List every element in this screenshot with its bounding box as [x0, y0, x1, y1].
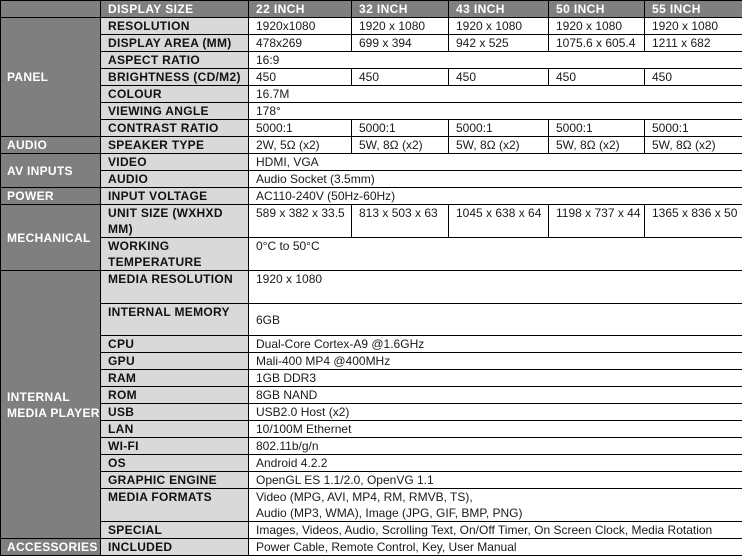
cell-value: 5000:1: [249, 120, 352, 137]
cell-value: 5000:1: [352, 120, 449, 137]
attr-included: INCLUDED: [101, 539, 249, 556]
table-row: [1, 103, 742, 120]
table-row: [1, 120, 742, 137]
cell-value: 2W, 5Ω (x2): [249, 137, 352, 154]
size-22: 22 INCH: [249, 1, 352, 18]
attr-internal-memory: INTERNAL MEMORY: [101, 304, 249, 336]
cell-value: 5000:1: [549, 120, 645, 137]
attr-working-temperature: WORKING TEMPERATURE: [101, 238, 249, 271]
cell-value: HDMI, VGA: [249, 154, 742, 171]
attr-rom: ROM: [101, 387, 249, 404]
cell-value: 16.7M: [249, 86, 742, 103]
cell-value: Dual-Core Cortex-A9 @1.6GHz: [249, 336, 742, 353]
cell-value: 589 x 382 x 33.5: [249, 205, 352, 238]
cell-value: 6GB: [249, 304, 742, 336]
cell-value: Audio Socket (3.5mm): [249, 171, 742, 188]
category-av-inputs: AV INPUTS: [1, 154, 101, 188]
attr-gpu: GPU: [101, 353, 249, 370]
cell-value: OpenGL ES 1.1/2.0, OpenVG 1.1: [249, 472, 742, 489]
cell-value: 699 x 394: [352, 35, 449, 52]
table-row: [1, 205, 742, 238]
cell-value: AC110-240V (50Hz-60Hz): [249, 188, 742, 205]
cell-value: 1920 x 1080: [449, 18, 549, 35]
attr-media-resolution: MEDIA RESOLUTION: [101, 271, 249, 304]
attr-audio-input: AUDIO: [101, 171, 249, 188]
media-formats-line-1: Video (MPG, AVI, MP4, RM, RMVB, TS),: [256, 489, 742, 505]
cell-value: Images, Videos, Audio, Scrolling Text, On/Off Timer, On Screen Clock, Media Rotation: [249, 522, 742, 539]
category-panel: PANEL: [1, 18, 101, 137]
table-row: [1, 472, 742, 489]
cell-value: 1365 x 836 x 50: [645, 205, 742, 238]
cell-value: Android 4.2.2: [249, 455, 742, 472]
cell-value: 813 x 503 x 63: [352, 205, 449, 238]
attr-contrast-ratio: CONTRAST RATIO: [101, 120, 249, 137]
table-row: [1, 188, 742, 205]
header-corner: [1, 1, 101, 18]
size-55: 55 INCH: [645, 1, 742, 18]
cell-value: 1GB DDR3: [249, 370, 742, 387]
attr-speaker-type: SPEAKER TYPE: [101, 137, 249, 154]
attr-usb: USB: [101, 404, 249, 421]
cell-value: 450: [449, 69, 549, 86]
cell-value: 1920 x 1080: [352, 18, 449, 35]
cell-value: 1920 x 1080: [249, 271, 742, 304]
cell-value: 16:9: [249, 52, 742, 69]
attr-os: OS: [101, 455, 249, 472]
cell-value: 478x269: [249, 35, 352, 52]
cell-value: 1920x1080: [249, 18, 352, 35]
category-mechanical: MECHANICAL: [1, 205, 101, 271]
cell-value: USB2.0 Host (x2): [249, 404, 742, 421]
cell-value: 5W, 8Ω (x2): [645, 137, 742, 154]
attr-cpu: CPU: [101, 336, 249, 353]
cell-value: 1920 x 1080: [549, 18, 645, 35]
table-row: [1, 336, 742, 353]
size-32: 32 INCH: [352, 1, 449, 18]
table-row: [1, 137, 742, 154]
table-row: [1, 353, 742, 370]
attr-wifi: WI-FI: [101, 438, 249, 455]
cell-value: 450: [549, 69, 645, 86]
cell-value: [249, 489, 742, 522]
cell-value: 450: [249, 69, 352, 86]
cell-value: 802.11b/g/n: [249, 438, 742, 455]
attr-lan: LAN: [101, 421, 249, 438]
header-row: [1, 1, 742, 18]
cell-value: 1198 x 737 x 44: [549, 205, 645, 238]
category-internal-media-player: INTERNAL MEDIA PLAYER: [1, 271, 101, 539]
cell-value: 10/100M Ethernet: [249, 421, 742, 438]
table-row: [1, 438, 742, 455]
attr-special: SPECIAL: [101, 522, 249, 539]
table-row: [1, 489, 742, 522]
cell-value: 5W, 8Ω (x2): [449, 137, 549, 154]
attr-ram: RAM: [101, 370, 249, 387]
cell-value: 450: [645, 69, 742, 86]
table-row: [1, 387, 742, 404]
attr-graphic-engine: GRAPHIC ENGINE: [101, 472, 249, 489]
cell-value: Power Cable, Remote Control, Key, User Manual: [249, 539, 742, 556]
cell-value: 450: [352, 69, 449, 86]
table-row: [1, 271, 742, 304]
attr-input-voltage: INPUT VOLTAGE: [101, 188, 249, 205]
table-row: [1, 52, 742, 69]
category-audio: AUDIO: [1, 137, 101, 154]
cell-value: 178°: [249, 103, 742, 120]
display-size-label: DISPLAY SIZE: [101, 1, 249, 18]
attr-colour: COLOUR: [101, 86, 249, 103]
table-row: [1, 18, 742, 35]
table-row: [1, 304, 742, 336]
attr-aspect-ratio: ASPECT RATIO: [101, 52, 249, 69]
cell-value: 0°C to 50°C: [249, 238, 742, 271]
table-row: [1, 238, 742, 271]
table-row: [1, 522, 742, 539]
attr-resolution: RESOLUTION: [101, 18, 249, 35]
size-43: 43 INCH: [449, 1, 549, 18]
category-accessories: ACCESSORIES: [1, 539, 101, 556]
attr-brightness: BRIGHTNESS (CD/M2): [101, 69, 249, 86]
cell-value: 5000:1: [645, 120, 742, 137]
table-row: [1, 404, 742, 421]
table-row: [1, 455, 742, 472]
cell-value: 8GB NAND: [249, 387, 742, 404]
table-row: [1, 35, 742, 52]
media-formats-line-2: Audio (MP3, WMA), Image (JPG, GIF, BMP, PNG): [256, 505, 742, 521]
attr-video: VIDEO: [101, 154, 249, 171]
cell-value: 1075.6 x 605.4: [549, 35, 645, 52]
cell-value: Mali-400 MP4 @400MHz: [249, 353, 742, 370]
cell-value: 1045 x 638 x 64: [449, 205, 549, 238]
cell-value: 942 x 525: [449, 35, 549, 52]
table-row: [1, 69, 742, 86]
size-50: 50 INCH: [549, 1, 645, 18]
table-row: [1, 86, 742, 103]
table-row: [1, 171, 742, 188]
cell-value: 5000:1: [449, 120, 549, 137]
table-row: [1, 421, 742, 438]
table-row: [1, 539, 742, 556]
attr-unit-size: UNIT SIZE (WXHXD MM): [101, 205, 249, 238]
category-power: POWER: [1, 188, 101, 205]
table-row: [1, 154, 742, 171]
cell-value: 1920 x 1080: [645, 18, 742, 35]
attr-viewing-angle: VIEWING ANGLE: [101, 103, 249, 120]
cell-value: 1211 x 682: [645, 35, 742, 52]
cell-value: 5W, 8Ω (x2): [352, 137, 449, 154]
table-row: [1, 370, 742, 387]
attr-display-area: DISPLAY AREA (MM): [101, 35, 249, 52]
attr-media-formats: MEDIA FORMATS: [101, 489, 249, 522]
cell-value: 5W, 8Ω (x2): [549, 137, 645, 154]
